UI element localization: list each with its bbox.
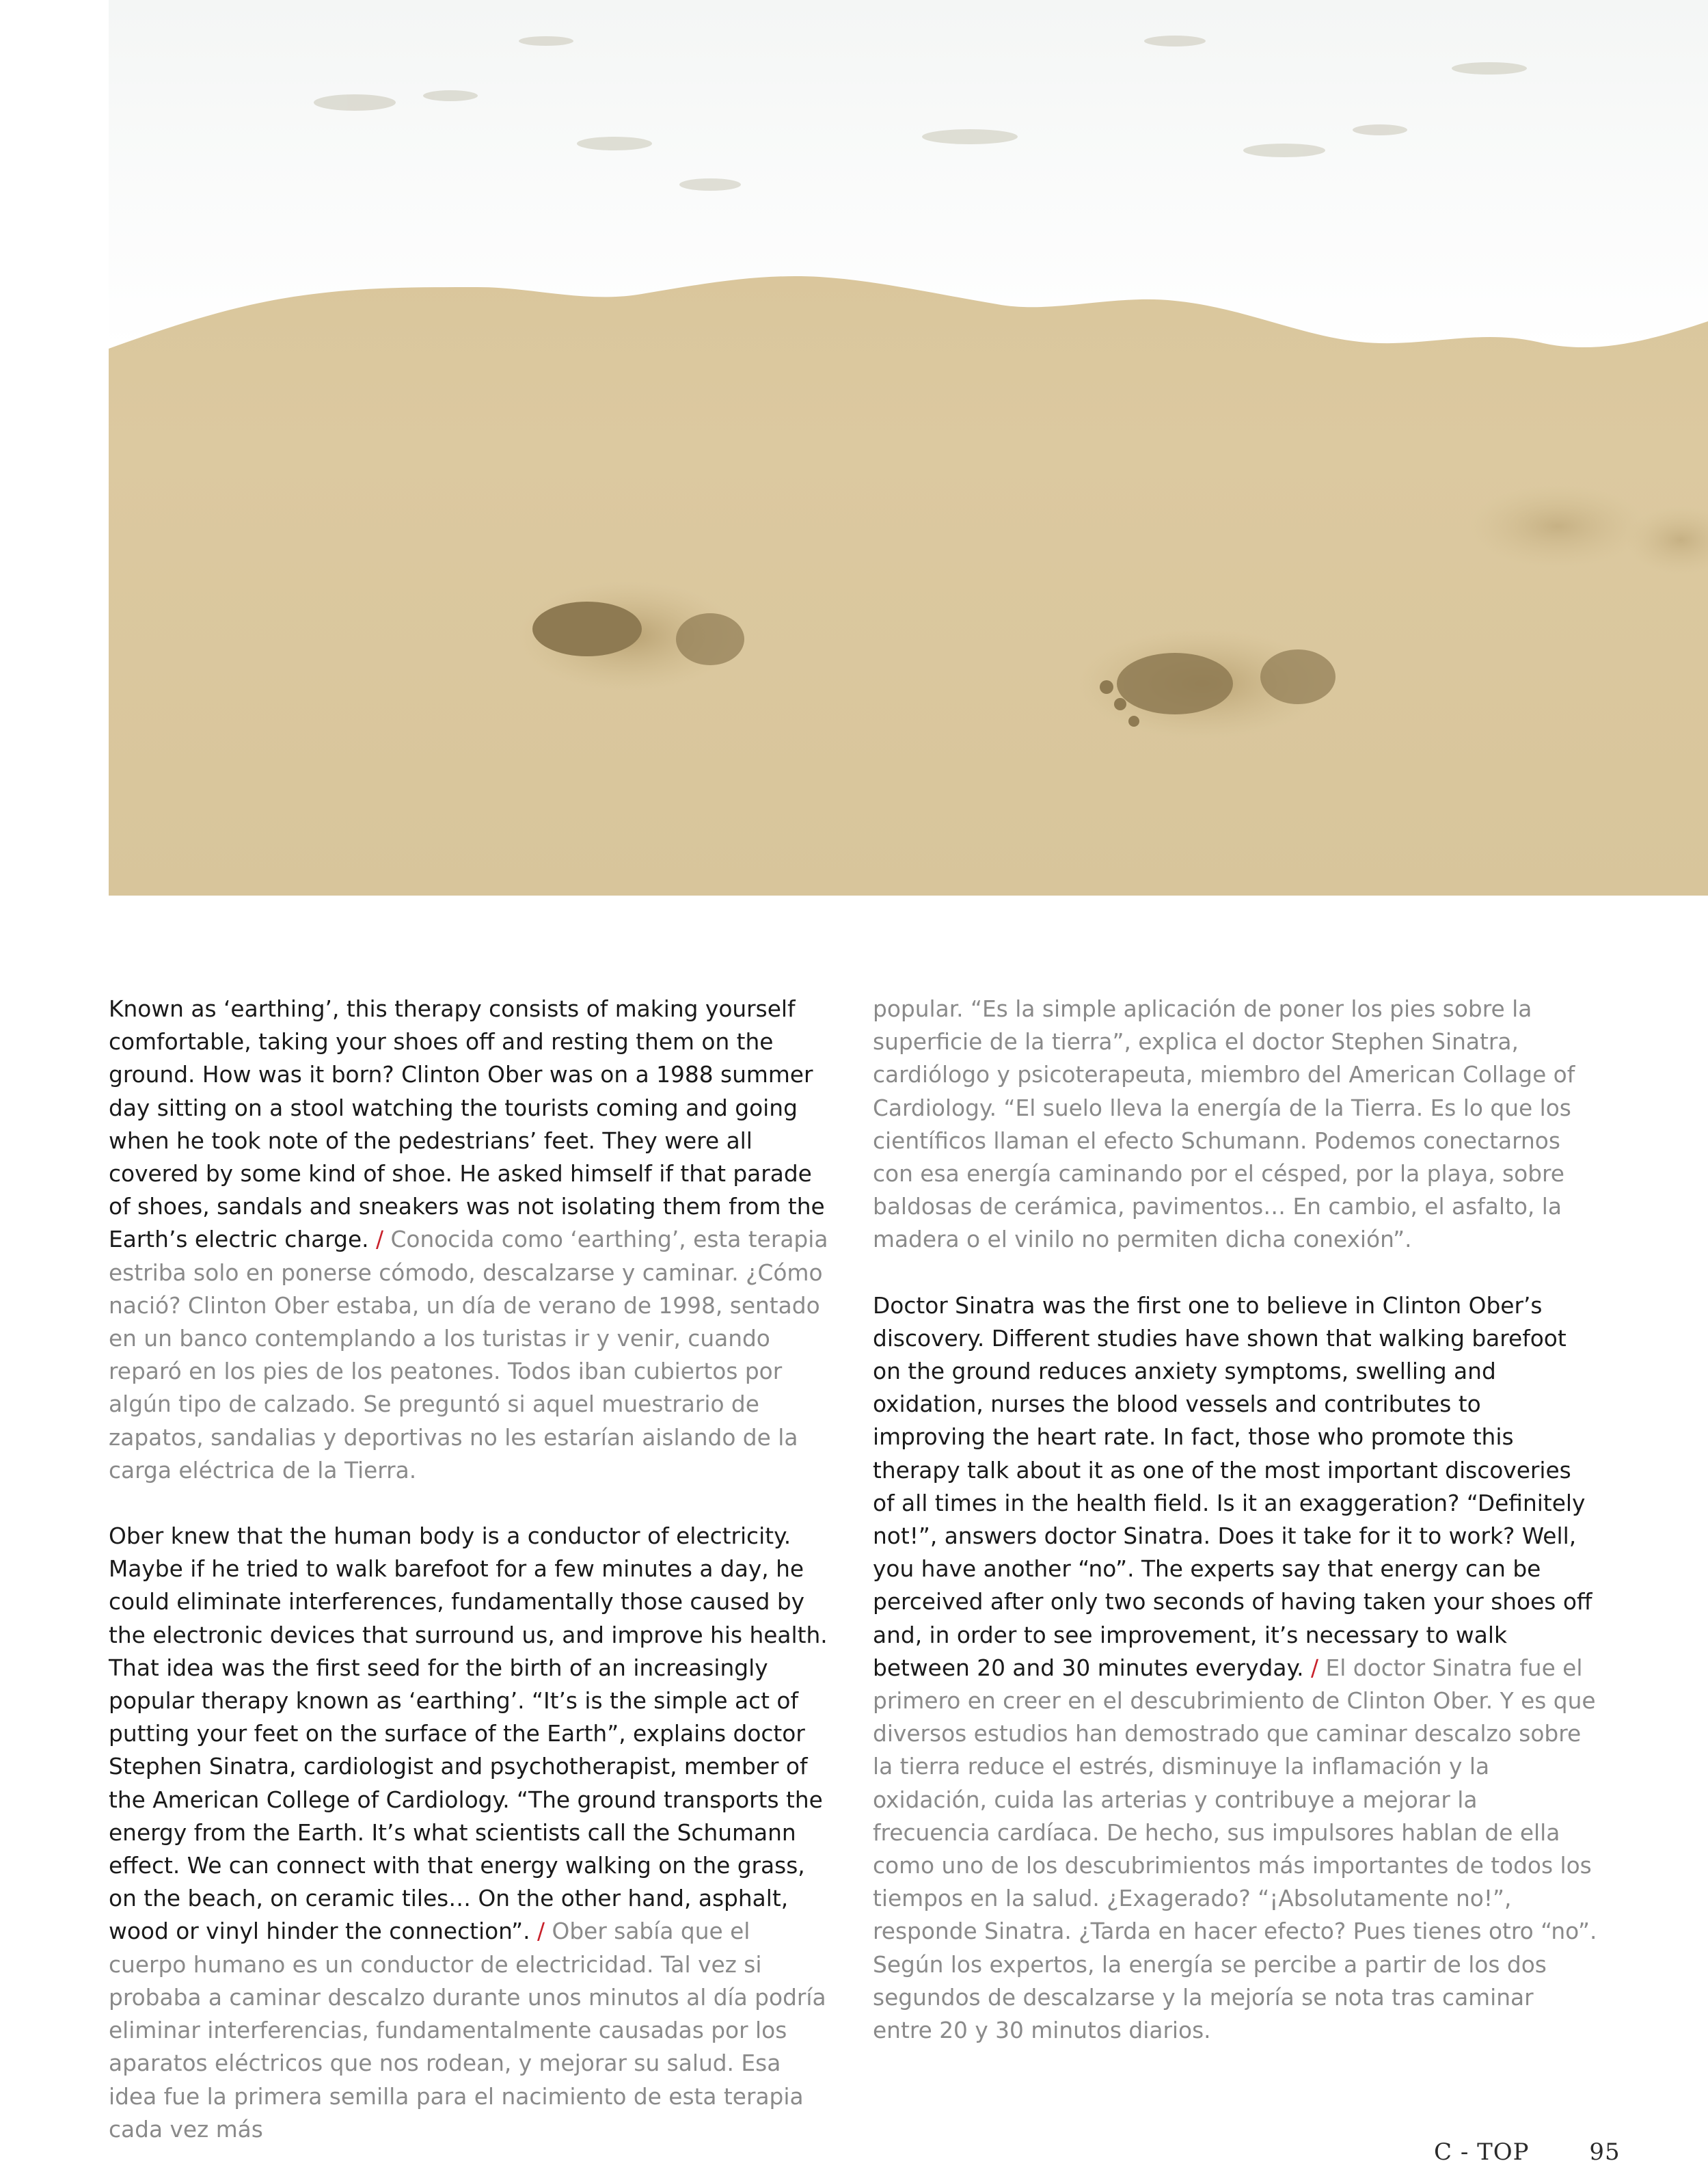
- magazine-name: C - TOP: [1434, 2138, 1530, 2166]
- paragraph-spanish: popular. “Es la simple aplicación de poner los pies sobre la superficie de la tierra”, explica el doctor Stephen Sinatra, cardiólogo y psicoterapeuta, miembro del American Collage of Cardiology. “El suelo lleva la energía de la Tierra. Es lo que los científicos llaman el efecto Schumann. Podemos conectarnos con esa energía caminando por el césped, por la playa, sobre baldosas de cerámica, pavimentos… En cambio, el asfalto, la madera o el vinilo no permiten dicha conexión”.: [873, 996, 1575, 1253]
- article-left-column: [109, 993, 835, 2146]
- paragraph-ober-conductor: [109, 1520, 835, 2146]
- paragraph-english: Doctor Sinatra was the first one to believe in Clinton Ober’s discovery. Different studies have shown that walking barefoot on the ground reduces anxiety symptoms, swelling and oxidation, nurses the blood vessels and contributes to improving the heart rate. In fact, those who promote this therapy talk about it as one of the most important discoveries of all times in the health field. Is it an exaggeration? “Definitely not!”, answers doctor Sinatra. Does it take for it to work? Well, you have another “no”. The experts say that energy can be perceived after only two seconds of having taken your shoes off and, in order to see improvement, it’s necessary to walk between 20 and 30 minutes everyday.: [873, 1292, 1592, 1681]
- page-footer: [1434, 2138, 1621, 2166]
- paragraph-earthing-intro: [109, 993, 835, 1487]
- paragraph-spanish: El doctor Sinatra fue el primero en creer en el descubrimiento de Clinton Ober. Y es que diversos estudios han demostrado que caminar descalzo sobre la tierra reduce el estrés, disminuye la inflamación y la oxidación, cuida las arterias y contribuye a mejorar la frecuencia cardíaca. De hecho, sus impulsores hablan de ella como uno de los descubrimientos más importantes de todos los tiempos en la salud. ¿Exagerado? “¡Absolutamente no!”, responde Sinatra. ¿Tarda en hacer efecto? Pues tienes otro “no”. Según los expertos, la energía se percibe a partir de los dos segundos de descalzarse y la mejoría se nota tras caminar entre 20 y 30 minutos diarios.: [873, 1654, 1597, 2044]
- paragraph-spanish: Conocida como ‘earthing’, esta terapia estriba solo en ponerse cómodo, descalzarse y caminar. ¿Cómo nació? Clinton Ober estaba, un día de verano de 1998, sentado en un banco contemplando a los turistas ir y venir, cuando reparó en los pies de los peatones. Todos iban cubiertos por algún tipo de calzado. Se preguntó si aquel muestrario de zapatos, sandalias y deportivas no les estarían aislando de la carga eléctrica de la Tierra.: [109, 1226, 828, 1484]
- language-separator: /: [375, 1226, 384, 1253]
- paragraph-spanish: Ober sabía que el cuerpo humano es un conductor de electricidad. Tal vez si probaba a caminar descalzo durante unos minutos al día podría eliminar interferencias, fundamentalmente causadas por los aparatos eléctricos que nos rodean, y mejorar su salud. Esa idea fue la primera semilla para el nacimiento de esta terapia cada vez más: [109, 1918, 826, 2143]
- paragraph-english: Known as ‘earthing’, this therapy consists of making yourself comfortable, taking your shoes off and resting them on the ground. How was it born? Clinton Ober was on a 1988 summer day sitting on a stool watching the tourists coming and going when he took note of the pedestrians’ feet. They were all covered by some kind of shoe. He asked himself if that parade of shoes, sandals and sneakers was not isolating them from the Earth’s electric charge.: [109, 996, 825, 1253]
- paragraph-continuation: [873, 993, 1599, 1257]
- paragraph-sinatra-discovery: [873, 1289, 1599, 2048]
- language-separator: /: [1311, 1654, 1319, 1681]
- page-number: 95: [1589, 2138, 1621, 2166]
- paragraph-english: Ober knew that the human body is a conductor of electricity. Maybe if he tried to walk barefoot for a few minutes a day, he could eliminate interferences, fundamentally those caused by the electronic devices that surround us, and improve his health. That idea was the first seed for the birth of an increasingly popular therapy known as ‘earthing’. “It’s is the simple act of putting your feet on the surface of the Earth”, explains doctor Stephen Sinatra, cardiologist and psychotherapist, member of the American College of Cardiology. “The ground transports the energy from the Earth. It’s what scientists call the Schumann effect. We can connect with that energy walking on the grass, on the beach, on ceramic tiles… On the other hand, asphalt, wood or vinyl hinder the connection”.: [109, 1523, 828, 1945]
- beach-footprints-photo: [109, 0, 1708, 896]
- article-right-column: [873, 993, 1599, 2047]
- language-separator: /: [537, 1918, 545, 1945]
